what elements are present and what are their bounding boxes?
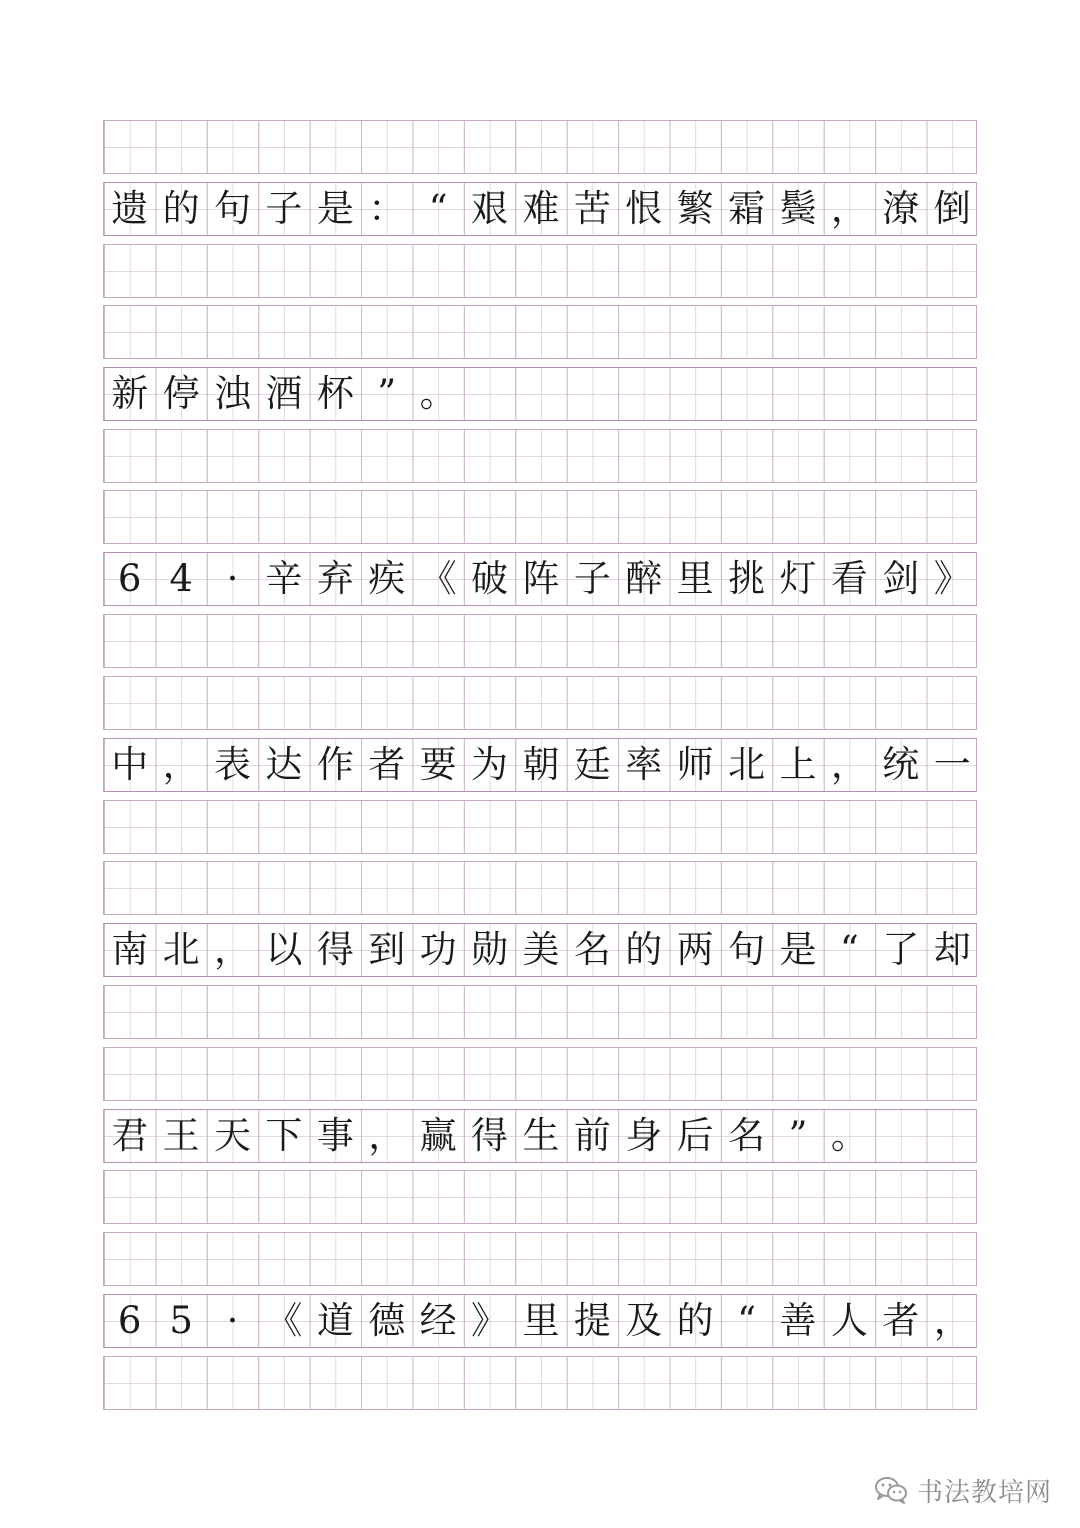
grid-character: 灯 — [779, 557, 817, 600]
grid-character: 表 — [214, 743, 252, 786]
grid-character: ” — [377, 372, 397, 415]
grid-character: 弃 — [316, 557, 354, 600]
text-line — [104, 1295, 976, 1347]
blank-grid-row — [103, 1356, 977, 1410]
grid-character: 名 — [573, 928, 611, 971]
grid-character: 天 — [214, 1114, 252, 1157]
grid-character: 《 — [419, 557, 457, 600]
grid-character: 统 — [882, 743, 920, 786]
grid-character: ， — [830, 743, 868, 786]
text-grid-row — [103, 1109, 977, 1163]
wechat-icon — [873, 1475, 909, 1505]
grid-character: 人 — [830, 1299, 868, 1342]
grid-character: 酒 — [265, 372, 303, 415]
grid-character: 6 — [117, 1299, 142, 1342]
grid-character: 6 — [117, 557, 142, 600]
grid-character: 遗 — [111, 187, 149, 230]
grid-character: 停 — [162, 372, 200, 415]
grid-character: 师 — [676, 743, 714, 786]
grid-character: “ — [737, 1299, 757, 1342]
grid-character: 的 — [625, 928, 663, 971]
grid-character: 王 — [162, 1114, 200, 1157]
grid-character: 到 — [368, 928, 406, 971]
grid-character: 得 — [316, 928, 354, 971]
text-grid-row — [103, 738, 977, 792]
grid-character: 句 — [214, 187, 252, 230]
grid-character: 的 — [676, 1299, 714, 1342]
blank-grid-row — [103, 429, 977, 483]
text-line — [104, 1110, 976, 1162]
grid-character: ” — [788, 1114, 808, 1157]
grid-character: 。 — [419, 372, 457, 415]
grid-character: 勋 — [471, 928, 509, 971]
grid-character: 事 — [316, 1114, 354, 1157]
grid-character: 名 — [728, 1114, 766, 1157]
grid-character: 里 — [522, 1299, 560, 1342]
grid-character: 子 — [573, 557, 611, 600]
watermark — [873, 1470, 1052, 1510]
grid-character: 恨 — [625, 187, 663, 230]
grid-character: 南 — [111, 928, 149, 971]
grid-character: 却 — [933, 928, 971, 971]
grid-character: ， — [162, 743, 200, 786]
grid-character: 功 — [419, 928, 457, 971]
watermark-text: 书法教培网 — [917, 1477, 1053, 1508]
grid-character: 难 — [522, 187, 560, 230]
grid-character: 《 — [265, 1299, 303, 1342]
text-grid-row — [103, 552, 977, 606]
grid-character: 》 — [471, 1299, 509, 1342]
grid-character: 剑 — [882, 557, 920, 600]
text-grid-row — [103, 367, 977, 421]
grid-character: 北 — [162, 928, 200, 971]
grid-character: 德 — [368, 1299, 406, 1342]
grid-character: 中 — [111, 743, 149, 786]
grid-character: 杯 — [316, 372, 354, 415]
blank-grid-row — [103, 800, 977, 854]
grid-character: 君 — [111, 1114, 149, 1157]
grid-character: 要 — [419, 743, 457, 786]
grid-character: 了 — [882, 928, 920, 971]
blank-grid-row — [103, 120, 977, 174]
grid-character: 道 — [316, 1299, 354, 1342]
grid-character: 辛 — [265, 557, 303, 600]
grid-character: 者 — [368, 743, 406, 786]
grid-character: 鬓 — [779, 187, 817, 230]
grid-character: 霜 — [728, 187, 766, 230]
grid-character: 身 — [625, 1114, 663, 1157]
grid-character: 生 — [522, 1114, 560, 1157]
grid-character: 子 — [265, 187, 303, 230]
grid-character: 下 — [265, 1114, 303, 1157]
text-grid-row — [103, 923, 977, 977]
grid-character: 上 — [779, 743, 817, 786]
grid-character: 阵 — [522, 557, 560, 600]
grid-character: 一 — [933, 743, 971, 786]
grid-character: 及 — [625, 1299, 663, 1342]
grid-character: 里 — [676, 557, 714, 600]
grid-character: 者 — [882, 1299, 920, 1342]
grid-character: 5 — [169, 1299, 193, 1342]
grid-character: 》 — [933, 557, 971, 600]
grid-character: · — [226, 1299, 239, 1342]
grid-character: 倒 — [933, 187, 971, 230]
text-line — [104, 553, 976, 605]
blank-grid-row — [103, 490, 977, 544]
grid-character: 后 — [676, 1114, 714, 1157]
grid-character: ， — [214, 928, 252, 971]
blank-grid-row — [103, 305, 977, 359]
grid-character: 经 — [419, 1299, 457, 1342]
grid-character: 赢 — [419, 1114, 457, 1157]
grid-character: 。 — [830, 1114, 868, 1157]
grid-character: ， — [933, 1299, 971, 1342]
grid-character: 艰 — [471, 187, 509, 230]
grid-character: 以 — [265, 928, 303, 971]
blank-grid-row — [103, 676, 977, 730]
blank-grid-row — [103, 985, 977, 1039]
grid-character: 得 — [471, 1114, 509, 1157]
grid-character: 4 — [169, 557, 193, 600]
grid-character: · — [226, 557, 239, 600]
text-line — [104, 924, 976, 976]
grid-character: 疾 — [368, 557, 406, 600]
blank-grid-row — [103, 244, 977, 298]
grid-character: ， — [368, 1114, 406, 1157]
grid-character: 的 — [162, 187, 200, 230]
grid-character: 句 — [728, 928, 766, 971]
grid-character: “ — [839, 928, 859, 971]
grid-character: “ — [428, 187, 448, 230]
grid-character: ， — [830, 187, 868, 230]
grid-character: 前 — [573, 1114, 611, 1157]
blank-grid-row — [103, 861, 977, 915]
grid-character: 是 — [316, 187, 354, 230]
grid-character: 苦 — [573, 187, 611, 230]
grid-character: 潦 — [882, 187, 920, 230]
grid-character: 北 — [728, 743, 766, 786]
grid-character: 善 — [779, 1299, 817, 1342]
grid-character: 挑 — [728, 557, 766, 600]
text-line — [104, 739, 976, 791]
grid-character: 为 — [471, 743, 509, 786]
grid-character: 看 — [830, 557, 868, 600]
grid-character: 率 — [625, 743, 663, 786]
grid-character: 两 — [676, 928, 714, 971]
grid-character: 浊 — [214, 372, 252, 415]
blank-grid-row — [103, 1047, 977, 1101]
grid-character: 达 — [265, 743, 303, 786]
grid-character: 作 — [316, 743, 354, 786]
grid-character: 破 — [471, 557, 509, 600]
grid-character: 繁 — [676, 187, 714, 230]
text-grid-row — [103, 1294, 977, 1348]
grid-character: 廷 — [573, 743, 611, 786]
grid-character: 是 — [779, 928, 817, 971]
grid-character: 醉 — [625, 557, 663, 600]
grid-character: 美 — [522, 928, 560, 971]
grid-character: 新 — [111, 372, 149, 415]
grid-character: ： — [368, 187, 406, 230]
grid-character: 提 — [573, 1299, 611, 1342]
grid-character: 朝 — [522, 743, 560, 786]
blank-grid-row — [103, 614, 977, 668]
text-line — [104, 368, 976, 420]
text-line — [104, 183, 976, 235]
blank-grid-row — [103, 1170, 977, 1224]
blank-grid-row — [103, 1232, 977, 1286]
text-grid-row — [103, 182, 977, 236]
